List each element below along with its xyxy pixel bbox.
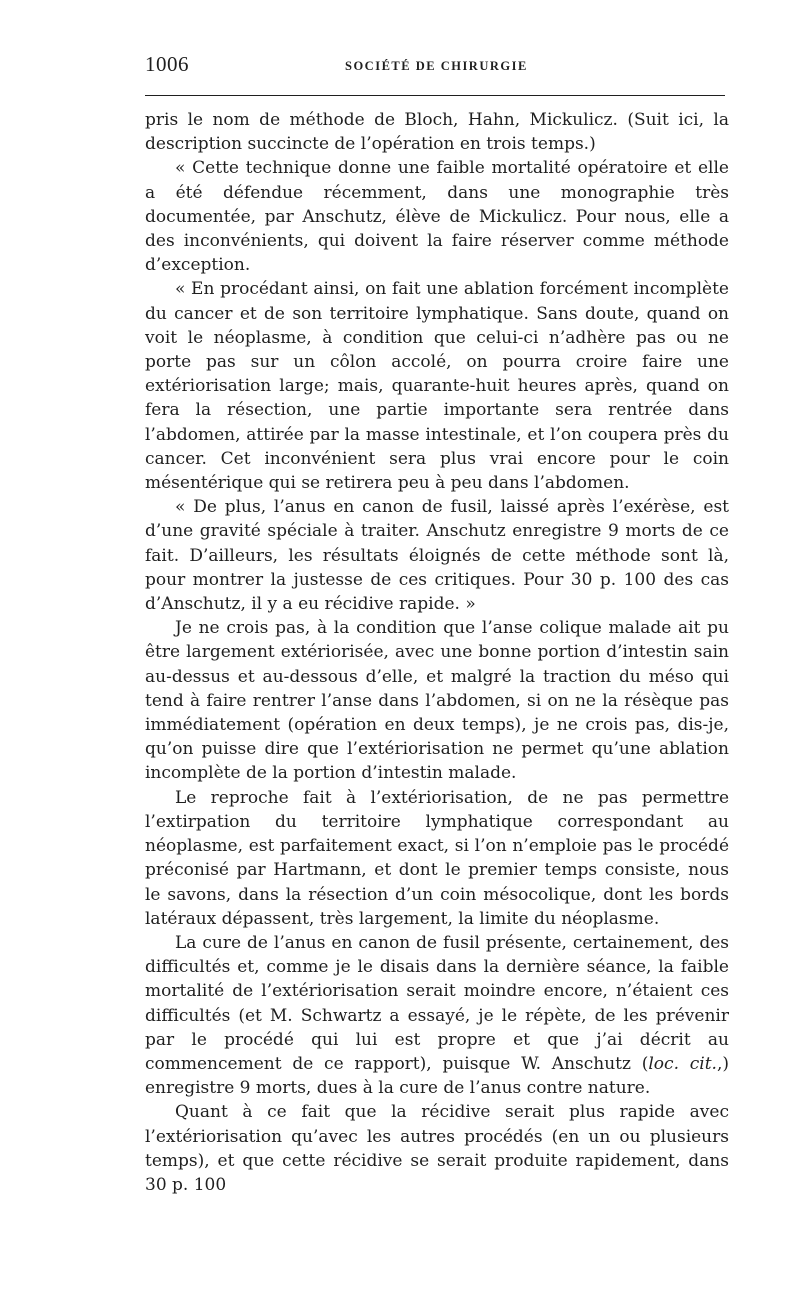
page-number: 1006 [145,52,189,76]
paragraph: « De plus, l’anus en canon de fusil, laissé après l’exérèse, est d’une gravité spéciale à traiter. Anschutz enregistre 9 morts de ce fait. D’ailleurs, les résultats éloignés de cette méthode sont là, pour montrer la justesse de ces critiques. Pour 30 p. 100 des cas d’Anschutz, il y a eu récidive rapide. » [145,497,729,615]
page-header [145,52,725,80]
paragraph-text: ,) enregistre 9 morts, dues à la cure de l’anus contre nature. [145,1053,729,1099]
running-title: SOCIÉTÉ DE CHIRURGIE [345,59,528,73]
paragraph: « Cette technique donne une faible mortalité opératoire et elle a été défendue récemment, dans une monographie très documentée, par Anschutz, élève de Mickulicz. Pour nous, elle a des inconvénients, qui doivent la faire réserver comme méthode d’exception. [145,158,729,276]
paragraph: Quant à ce fait que la récidive serait plus rapide avec l’extériorisation qu’avec les autres procédés (en un ou plusieurs temps), et que cette récidive se serait produite rapidement, dans 30 p. 100 [145,1102,729,1195]
body-text [145,108,729,1197]
paragraph [145,931,729,1100]
paragraph: pris le nom de méthode de Bloch, Hahn, Mickulicz. (Suit ici, la description succincte de l’opération en trois temps.) [145,110,729,155]
paragraph: « En procédant ainsi, on fait une ablation forcément incomplète du cancer et de son territoire lymphatique. Sans doute, quand on voit le néoplasme, à condition que celui-ci n’adhère pas ou ne porte pas sur un côlon accolé, on pourra croire faire une extériorisation large; mais, quarante-huit heures après, quand on fera la résection, une partie importante sera rentrée dans l’abdomen, attirée par la masse intestinale, et l’on coupera près du cancer. Cet inconvénient sera plus vrai encore pour le coin mésentérique qui se retirera peu à peu dans l’abdomen. [145,279,729,494]
header-rule [145,95,725,96]
paragraph: Le reproche fait à l’extériorisation, de ne pas permettre l’extirpation du territoire lymphatique correspondant au néoplasme, est parfaitement exact, si l’on n’emploie pas le procédé préconisé par Hartmann, et dont le premier temps consiste, nous le savons, dans la résection d’un coin mésocolique, dont les bords latéraux dépassent, très largement, la limite du néoplasme. [145,787,729,929]
paragraph-text: La cure de l’anus en canon de fusil présente, certainement, des difficultés et, comme je le disais dans la dernière séance, la faible mortalité de l’extériorisation serait moindre encore, n’étaient ces difficultés (et M. Schwartz a essayé, je le répète, de les prévenir par le procédé qui lui est propre et que j’ai décrit au commencement de ce rapport), puisque W. Anschutz ( [145,932,729,1074]
paragraph: Je ne crois pas, à la condition que l’anse colique malade ait pu être largement extériorisée, avec une bonne portion d’intestin sain au-dessus et au-dessous d’elle, et malgré la traction du méso qui tend à faire rentrer l’anse dans l’abdomen, si on ne la résèque pas immédiatement (opération en deux temps), je ne crois pas, dis-je, qu’on puisse dire que l’extériorisation ne permet qu’une ablation incomplète de la portion d’intestin malade. [145,618,729,784]
citation-abbrev: loc. cit. [648,1053,717,1074]
